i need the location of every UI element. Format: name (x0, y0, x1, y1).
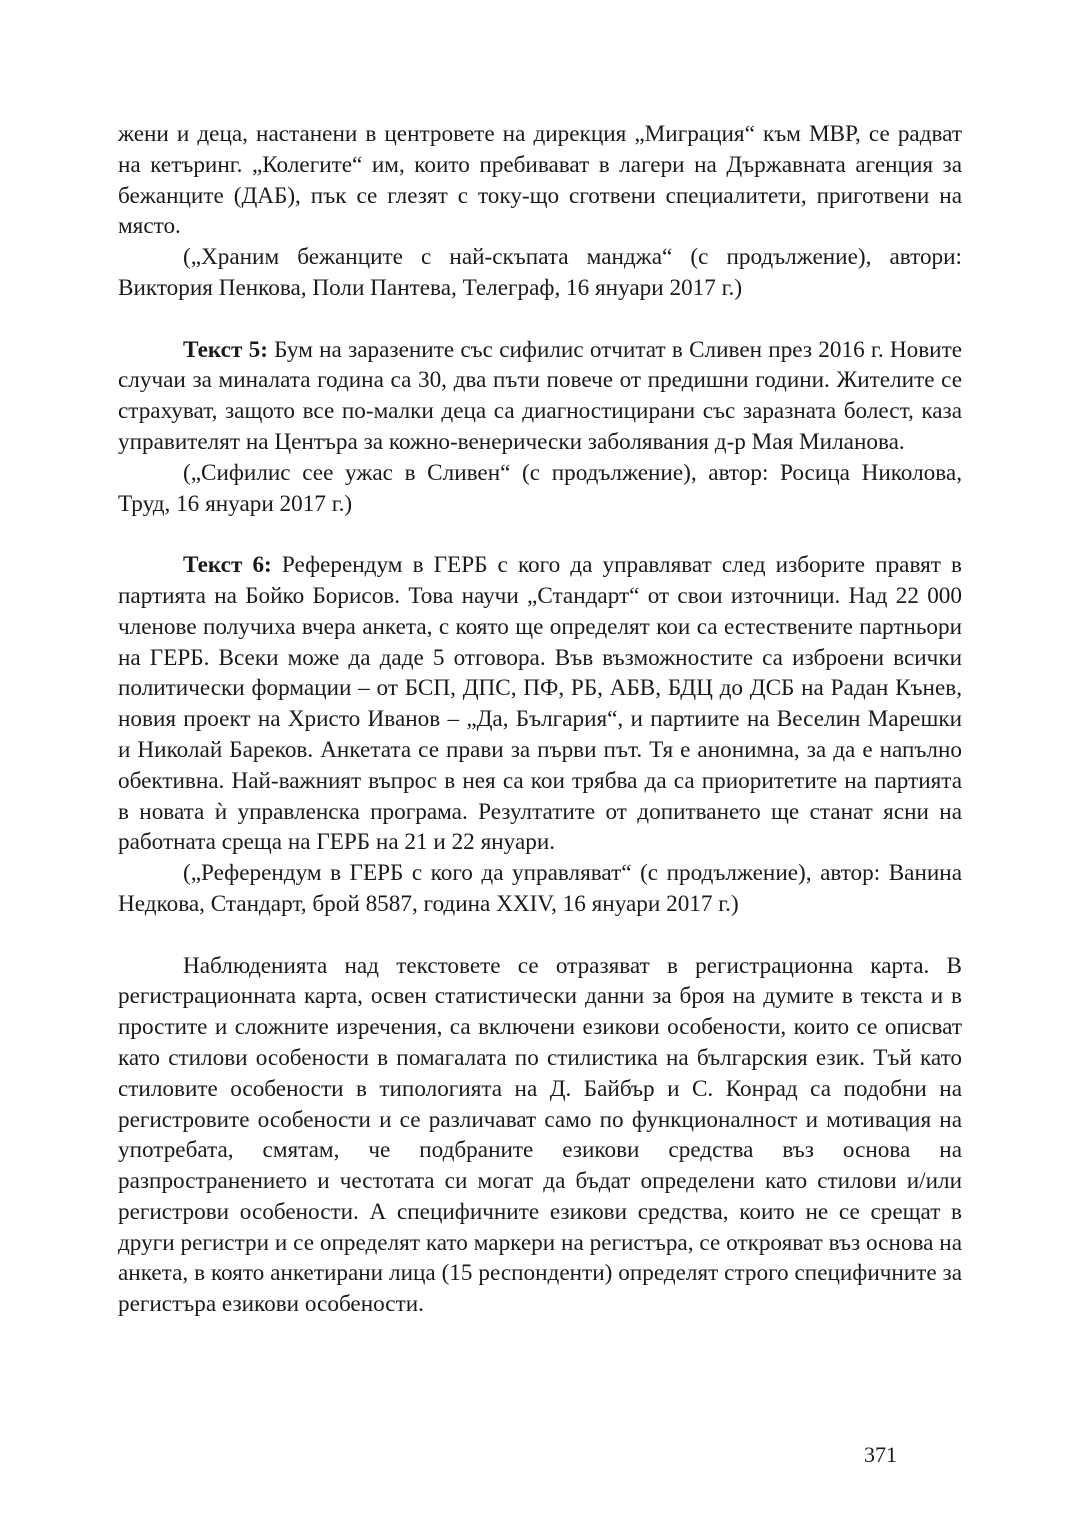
continued-paragraph: жени и деца, настанени в центровете на дирекция „Миграция“ към МВР, се радват на кетъринг. „Колегите“ им, които пребивават в лагери на Държавната агенция за бежанците (ДАБ), пък се глезят с току-що сготвени специалитети, приготвени на място. (118, 121, 962, 240)
paragraph-gap (118, 304, 962, 335)
source-citation-1: („Храним бежанците с най-скъпата манджа“ (с продължение), автори: Виктория Пенкова, Поли Пантева, Телеграф, 16 януари 2017 г.) (118, 244, 962, 301)
text-5-paragraph (118, 335, 962, 458)
source-citation-5: („Сифилис сее ужас в Сливен“ (с продължение), автор: Росица Николова, Труд, 16 януари 2017 г.) (118, 459, 962, 517)
text-6-label: Текст 6: (183, 552, 272, 579)
page-number: 371 (864, 1442, 897, 1467)
text-6-body: Референдум в ГЕРБ с кого да управляват след изборите правят в партията на Бойко Борисов. Това научи „Стандарт“ от свои източници. Над 22 000 членове получиха вчера анкета, с която ще определят кои са естествените партньори на ГЕРБ. Всеки може да даде 5 отговора. Във възможностите са изброени всички политически формации – от БСП, ДПС, ПФ, РБ, АБВ, БДЦ до ДСБ на Радан Кънев, новия проект на Христо Иванов – „Да, България“, и партиите на Веселин Марешки и Николай Бареков. Анкетата се прави за първи път. Тя е анонимна, за да е напълно обективна. Най-важният въпрос в нея са кои трябва да са приоритетите на партията в новата ѝ управленска програма. Резултатите от допитването ще станат ясни на работната среща на ГЕРБ на 21 и 22 януари. (118, 552, 962, 856)
source-citation-6: („Референдум в ГЕРБ с кого да управляват“ (с продължение), автор: Ванина Недкова, Стандарт, брой 8587, година XXIV, 16 януари 2017 г.) (118, 860, 962, 917)
paragraph-gap (118, 920, 962, 951)
text-6-paragraph (118, 550, 962, 858)
observations-paragraph: Наблюденията над текстовете се отразяват в регистрационна карта. В регистрационната карта, освен статистически данни за броя на думите в текста и в простите и сложните изречения, са включени езикови особености, които се описват като стилови особености в помагалата по стилистика на българския език. Тъй като стиловите особености в типологията на Д. Байбър и С. Конрад са подобни на регистровите особености и се различават само по функционалност и мотивация на употребата, смятам, че подбраните езикови средства въз основа на разпространението и честотата си могат да бъдат определени като стилови и/или регистрови особености. А специфичните езикови средства, които не се срещат в други регистри и се определят като маркери на регистъра, се открояват въз основа на анкета, в която анкетирани лица (15 респонденти) определят строго специфичните за регистъра езикови особености. (118, 952, 962, 1318)
text-5-label: Текст 5: (183, 336, 268, 363)
paragraph-gap (118, 519, 962, 550)
text-5-body: Бум на заразените със сифилис отчитат в Сливен през 2016 г. Новите случаи за миналата година са 30, два пъти повече от предишни години. Жителите се страхуват, защото все по-малки деца са диагностицирани със заразната болест, каза управителят на Центъра за кожно-венерически заболявания д-р Мая Миланова. (118, 336, 962, 455)
document-page (118, 119, 962, 1320)
